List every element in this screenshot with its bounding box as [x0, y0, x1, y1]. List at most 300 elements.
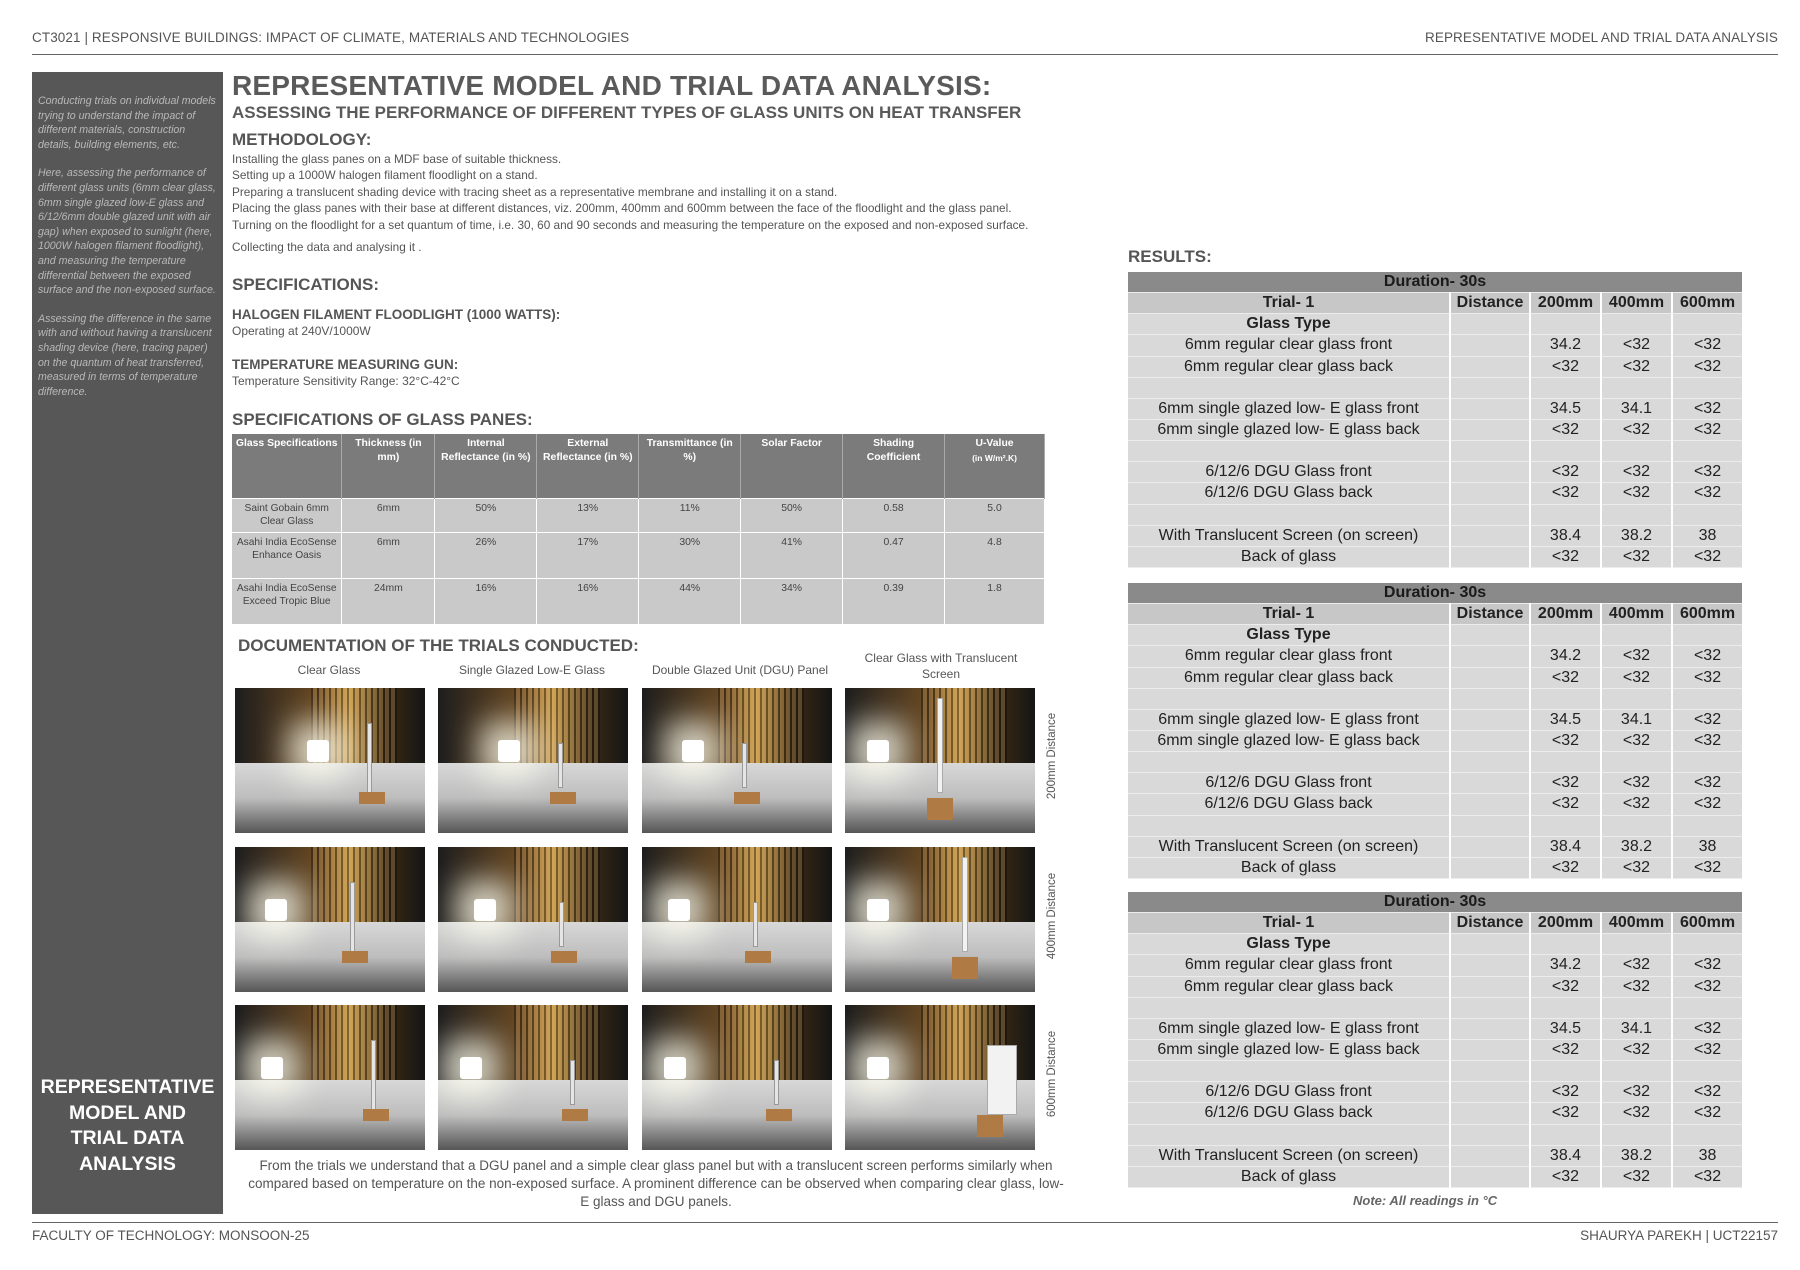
result-row [1128, 794, 1743, 815]
value-600-cell: 38 [1672, 1145, 1743, 1166]
table-header-row [232, 434, 1045, 498]
value-200-cell: 34.2 [1530, 335, 1601, 356]
value-600-cell: <32 [1672, 709, 1743, 730]
result-row [1128, 646, 1743, 667]
value-400-cell: <32 [1601, 356, 1672, 377]
photo-backdrop-stripes [718, 688, 804, 775]
column-caption: Single Glazed Low-E Glass [458, 663, 606, 677]
duration-row [1128, 272, 1743, 293]
spacer-cell [1672, 997, 1743, 1018]
sidebar-notes [38, 94, 218, 413]
duration-label: Duration- 30s [1128, 892, 1743, 913]
sidebar-title-line: TRIAL DATA [70, 1127, 185, 1149]
floodlight-glow [668, 899, 690, 921]
distance-200-header: 200mm [1530, 293, 1601, 314]
spacer-row [1128, 688, 1743, 709]
value-400-cell: <32 [1601, 546, 1672, 567]
distance-cell [1450, 504, 1530, 525]
glass-pane [753, 902, 758, 947]
photo-tabletop [845, 922, 1035, 992]
spacer-cell [1601, 504, 1672, 525]
value-600-cell: <32 [1672, 955, 1743, 976]
spacer-cell [1672, 815, 1743, 836]
header-page-title: REPRESENTATIVE MODEL AND TRIAL DATA ANALYSIS [1425, 30, 1778, 45]
glass-pane [367, 723, 372, 793]
spacer-cell [1672, 1124, 1743, 1145]
table-cell: 41% [741, 532, 843, 578]
methodology-heading: METHODOLOGY: [232, 130, 372, 149]
result-row [1128, 667, 1743, 688]
conclusion-text: From the trials we understand that a DGU panel and a simple clear glass panel but with a translucent screen performs similarly when compared based on temperature on the non-exposed surface. A prominent difference can be observed when comparing clear glass, low-E glass and DGU panels. [248, 1158, 1064, 1209]
result-row [1128, 419, 1743, 440]
distance-cell [1450, 483, 1530, 504]
value-cell [1672, 314, 1743, 335]
distance-cell [1450, 398, 1530, 419]
methodology-step: Preparing a translucent shading device with tracing sheet as a representative membrane and installing it on a stand. [232, 184, 838, 199]
distance-cell [1450, 752, 1530, 773]
column-header: Solar Factor [741, 434, 843, 498]
results-note: Note: All readings in °C [1353, 1193, 1498, 1208]
value-200-cell: <32 [1530, 462, 1601, 483]
spacer-cell [1128, 752, 1450, 773]
value-600-cell: <32 [1672, 398, 1743, 419]
value-cell [1530, 314, 1601, 335]
result-row [1128, 1039, 1743, 1060]
spacer-cell [1672, 504, 1743, 525]
result-row [1128, 730, 1743, 751]
translucent-screen [962, 857, 968, 952]
distance-cell [1450, 546, 1530, 567]
table-cell: 50% [741, 498, 843, 532]
spacer-row [1128, 377, 1743, 398]
distance-header: Distance [1450, 293, 1530, 314]
result-row [1128, 1018, 1743, 1039]
table-cell: 44% [639, 578, 741, 624]
value-600-cell: <32 [1672, 1018, 1743, 1039]
table-cell: 13% [537, 498, 639, 532]
value-600-cell: <32 [1672, 730, 1743, 751]
photo-backdrop-stripes [514, 688, 600, 775]
duration-row [1128, 583, 1743, 604]
spacer-cell [1128, 504, 1450, 525]
value-600-cell: <32 [1672, 976, 1743, 997]
value-600-cell: <32 [1672, 667, 1743, 688]
glass-type-cell: Back of glass [1128, 546, 1450, 567]
glass-base [562, 1109, 588, 1121]
glass-base [766, 1109, 792, 1121]
spacer-cell [1530, 997, 1601, 1018]
trial-photo [438, 1005, 628, 1150]
table-cell: 0.39 [843, 578, 945, 624]
distance-cell [1450, 419, 1530, 440]
table-row [232, 532, 1045, 578]
value-400-cell: 34.1 [1601, 398, 1672, 419]
results-heading: RESULTS: [1128, 247, 1212, 266]
results-table [1128, 272, 1744, 568]
table-cell: 0.47 [843, 532, 945, 578]
glass-type-cell: 6mm single glazed low- E glass back [1128, 730, 1450, 751]
glass-pane [774, 1060, 779, 1105]
row-label: 400mm Distance [1046, 872, 1058, 960]
value-600-cell: <32 [1672, 794, 1743, 815]
glass-panes-heading: SPECIFICATIONS OF GLASS PANES: [232, 410, 533, 429]
glass-pane [742, 743, 747, 788]
table-cell: 16% [537, 578, 639, 624]
glass-type-cell: 6/12/6 DGU Glass back [1128, 1103, 1450, 1124]
value-400-cell: <32 [1601, 335, 1672, 356]
spacer-row [1128, 815, 1743, 836]
results-header-row [1128, 913, 1743, 934]
spacer-row [1128, 1061, 1743, 1082]
distance-cell [1450, 934, 1530, 955]
glass-type-cell: 6/12/6 DGU Glass back [1128, 794, 1450, 815]
spacer-row [1128, 1124, 1743, 1145]
column-caption: Clear Glass [297, 663, 361, 677]
spec-gun-value: Temperature Sensitivity Range: 32°C-42°C [232, 374, 460, 388]
sidebar [32, 72, 223, 1214]
value-400-cell: <32 [1601, 483, 1672, 504]
glass-pane [559, 902, 564, 947]
distance-cell [1450, 730, 1530, 751]
distance-cell [1450, 314, 1530, 335]
trial-photo [845, 688, 1035, 833]
translucent-screen [937, 698, 943, 793]
distance-cell [1450, 997, 1530, 1018]
floodlight-glow [307, 740, 329, 762]
value-cell [1672, 625, 1743, 646]
value-200-cell: 38.4 [1530, 1145, 1601, 1166]
glass-type-cell: 6mm regular clear glass back [1128, 976, 1450, 997]
glass-base [745, 951, 771, 963]
distance-cell [1450, 815, 1530, 836]
distance-cell [1450, 356, 1530, 377]
value-600-cell: 38 [1672, 836, 1743, 857]
table-cell: 6mm [342, 532, 435, 578]
floodlight-glow [867, 1057, 889, 1079]
methodology-step: Collecting the data and analysing it . [232, 240, 422, 254]
spacer-cell [1601, 752, 1672, 773]
table-cell: 26% [435, 532, 537, 578]
value-600-cell: <32 [1672, 646, 1743, 667]
spacer-cell [1530, 1124, 1601, 1145]
photo-backdrop-stripes [718, 1005, 804, 1092]
value-200-cell: <32 [1530, 857, 1601, 878]
photo-tabletop [438, 1080, 628, 1150]
floodlight-glow [867, 740, 889, 762]
result-row [1128, 976, 1743, 997]
distance-cell [1450, 462, 1530, 483]
distance-cell [1450, 1061, 1530, 1082]
table-row [232, 578, 1045, 624]
distance-400-header: 400mm [1601, 913, 1672, 934]
value-200-cell: <32 [1530, 419, 1601, 440]
value-400-cell: <32 [1601, 462, 1672, 483]
spacer-cell [1128, 441, 1450, 462]
glass-type-cell: 6mm regular clear glass front [1128, 335, 1450, 356]
value-600-cell: <32 [1672, 462, 1743, 483]
photo-tabletop [642, 1080, 832, 1150]
value-400-cell: <32 [1601, 976, 1672, 997]
glass-base [359, 792, 385, 804]
methodology-step: Placing the glass panes with their base at different distances, viz. 200mm, 400mm and 600mm between the face of the floodlight and the glass panel. [232, 201, 1012, 216]
distance-cell [1450, 335, 1530, 356]
glass-type-cell: With Translucent Screen (on screen) [1128, 1145, 1450, 1166]
value-400-cell: 34.1 [1601, 709, 1672, 730]
column-caption: Double Glazed Unit (DGU) Panel [651, 663, 829, 677]
sidebar-note-1: Conducting trials on individual models trying to understand the impact of different materials, construction details, building elements, etc. [38, 95, 216, 151]
header-rule [32, 54, 1778, 55]
value-400-cell: <32 [1601, 730, 1672, 751]
glass-type-cell: With Translucent Screen (on screen) [1128, 525, 1450, 546]
column-header: Glass Specifications [232, 434, 342, 498]
distance-cell [1450, 955, 1530, 976]
spacer-cell [1601, 997, 1672, 1018]
value-cell [1530, 625, 1601, 646]
distance-cell [1450, 1166, 1530, 1187]
value-200-cell: <32 [1530, 1039, 1601, 1060]
value-400-cell: 38.2 [1601, 1145, 1672, 1166]
specifications-heading: SPECIFICATIONS: [232, 275, 380, 294]
spacer-cell [1128, 1124, 1450, 1145]
page-subtitle: ASSESSING THE PERFORMANCE OF DIFFERENT TYPES OF GLASS UNITS ON HEAT TRANSFER [232, 103, 1022, 122]
value-600-cell: <32 [1672, 857, 1743, 878]
table-cell: 34% [741, 578, 843, 624]
spacer-cell [1601, 441, 1672, 462]
trial-photo [642, 688, 832, 833]
glass-type-row [1128, 314, 1743, 335]
value-600-cell: <32 [1672, 1166, 1743, 1187]
trial-photo [845, 847, 1035, 992]
photo-backdrop-stripes [311, 1005, 397, 1092]
distance-cell [1450, 1103, 1530, 1124]
glass-type-row [1128, 625, 1743, 646]
glass-base [927, 798, 953, 820]
spacer-cell [1530, 504, 1601, 525]
result-row [1128, 398, 1743, 419]
value-200-cell: <32 [1530, 794, 1601, 815]
table-cell: 17% [537, 532, 639, 578]
glass-type-cell: 6mm single glazed low- E glass back [1128, 419, 1450, 440]
value-200-cell: <32 [1530, 667, 1601, 688]
spacer-cell [1601, 815, 1672, 836]
photo-tabletop [438, 763, 628, 833]
distance-cell [1450, 794, 1530, 815]
photo-backdrop-stripes [514, 847, 600, 934]
result-row [1128, 773, 1743, 794]
value-cell [1601, 625, 1672, 646]
result-row [1128, 709, 1743, 730]
table-cell: Asahi India EcoSense Enhance Oasis [232, 532, 342, 578]
glass-type-cell: 6mm single glazed low- E glass back [1128, 1039, 1450, 1060]
spacer-cell [1672, 752, 1743, 773]
value-cell [1672, 934, 1743, 955]
value-200-cell: <32 [1530, 1103, 1601, 1124]
results-header-row [1128, 604, 1743, 625]
table-row [232, 498, 1045, 532]
value-600-cell: <32 [1672, 419, 1743, 440]
distance-200-header: 200mm [1530, 913, 1601, 934]
glass-type-label: Glass Type [1128, 625, 1450, 646]
spacer-row [1128, 997, 1743, 1018]
distance-cell [1450, 667, 1530, 688]
glass-type-cell: 6/12/6 DGU Glass back [1128, 483, 1450, 504]
sidebar-title-line: MODEL AND [69, 1101, 186, 1124]
header-course-title: CT3021 | RESPONSIVE BUILDINGS: IMPACT OF CLIMATE, MATERIALS AND TECHNOLOGIES [32, 30, 630, 45]
spacer-cell [1128, 688, 1450, 709]
methodology-step: Setting up a 1000W halogen filament floodlight on a stand. [232, 168, 538, 183]
column-header: Transmittance (in %) [639, 434, 741, 498]
distance-cell [1450, 1145, 1530, 1166]
glass-pane [371, 1040, 376, 1110]
distance-header: Distance [1450, 913, 1530, 934]
result-row [1128, 955, 1743, 976]
glass-base [551, 951, 577, 963]
documentation-heading: DOCUMENTATION OF THE TRIALS CONDUCTED: [238, 636, 639, 655]
floodlight-glow [682, 740, 704, 762]
result-row [1128, 1103, 1743, 1124]
value-cell [1601, 314, 1672, 335]
row-label: 200mm Distance [1046, 712, 1058, 800]
glass-type-row [1128, 934, 1743, 955]
result-row [1128, 525, 1743, 546]
floodlight-glow [265, 899, 287, 921]
value-400-cell: <32 [1601, 667, 1672, 688]
uvalue-header-label: U-Value [975, 438, 1014, 449]
trial-photo [438, 688, 628, 833]
glass-type-cell: 6/12/6 DGU Glass front [1128, 1082, 1450, 1103]
sidebar-note-2: Here, assessing the performance of different glass units (6mm clear glass, 6mm single glazed low-E glass and 6/12/6mm double glazed unit with air gap) when exposed to sunlight (here, 1000W halogen filament floodlight), and measuring the temperature differential between the exposed surface and the non-exposed surface. [38, 167, 216, 297]
value-400-cell: 38.2 [1601, 836, 1672, 857]
spacer-row [1128, 441, 1743, 462]
glass-pane [350, 882, 355, 952]
value-600-cell: <32 [1672, 335, 1743, 356]
trial-photo [235, 847, 425, 992]
table-cell: 0.58 [843, 498, 945, 532]
distance-400-header: 400mm [1601, 293, 1672, 314]
value-600-cell: <32 [1672, 1082, 1743, 1103]
glass-type-cell: 6mm regular clear glass back [1128, 667, 1450, 688]
value-200-cell: <32 [1530, 773, 1601, 794]
glass-type-label: Glass Type [1128, 314, 1450, 335]
glass-type-cell: 6/12/6 DGU Glass front [1128, 462, 1450, 483]
floodlight-glow [474, 899, 496, 921]
photo-tabletop [235, 763, 425, 833]
table-cell: 6mm [342, 498, 435, 532]
distance-cell [1450, 1082, 1530, 1103]
value-200-cell: 34.2 [1530, 955, 1601, 976]
trial-photo [845, 1005, 1035, 1150]
value-400-cell: <32 [1601, 1103, 1672, 1124]
photo-tabletop [235, 1080, 425, 1150]
spacer-cell [1601, 1061, 1672, 1082]
result-row [1128, 836, 1743, 857]
spec-gun-label: TEMPERATURE MEASURING GUN: [232, 357, 459, 372]
spacer-cell [1672, 688, 1743, 709]
value-600-cell: <32 [1672, 1103, 1743, 1124]
photo-backdrop-stripes [718, 847, 804, 934]
glass-type-cell: 6mm regular clear glass front [1128, 955, 1450, 976]
distance-cell [1450, 525, 1530, 546]
value-400-cell: <32 [1601, 955, 1672, 976]
methodology-list [232, 151, 1028, 233]
value-200-cell: <32 [1530, 483, 1601, 504]
column-header: External Reflectance (in %) [537, 434, 639, 498]
sidebar-title [32, 1075, 223, 1177]
table-cell: 16% [435, 578, 537, 624]
distance-cell [1450, 625, 1530, 646]
photo-tabletop [235, 922, 425, 992]
results-table [1128, 583, 1744, 879]
table-cell: 50% [435, 498, 537, 532]
spec-temperature-gun [232, 356, 460, 390]
trial-label: Trial- 1 [1128, 913, 1450, 934]
glass-type-cell: 6mm regular clear glass front [1128, 646, 1450, 667]
distance-header: Distance [1450, 604, 1530, 625]
value-200-cell: <32 [1530, 546, 1601, 567]
trial-label: Trial- 1 [1128, 604, 1450, 625]
table-cell: 1.8 [945, 578, 1045, 624]
table-cell: 4.8 [945, 532, 1045, 578]
footer-rule [32, 1222, 1778, 1223]
spacer-cell [1530, 1061, 1601, 1082]
table-cell: 11% [639, 498, 741, 532]
footer-faculty: FACULTY OF TECHNOLOGY: MONSOON-25 [32, 1228, 310, 1243]
glass-base [977, 1115, 1003, 1137]
spacer-cell [1530, 815, 1601, 836]
result-row [1128, 483, 1743, 504]
value-400-cell: <32 [1601, 773, 1672, 794]
spec-floodlight-value: Operating at 240V/1000W [232, 324, 371, 338]
distance-cell [1450, 836, 1530, 857]
glass-pane [570, 1060, 575, 1105]
floodlight-glow [664, 1057, 686, 1079]
distance-600-header: 600mm [1672, 913, 1743, 934]
spacer-cell [1128, 1061, 1450, 1082]
distance-cell [1450, 773, 1530, 794]
duration-label: Duration- 30s [1128, 272, 1743, 293]
value-400-cell: 34.1 [1601, 1018, 1672, 1039]
distance-cell [1450, 1124, 1530, 1145]
trial-photo [235, 688, 425, 833]
glass-type-cell: 6mm regular clear glass back [1128, 356, 1450, 377]
value-400-cell: <32 [1601, 794, 1672, 815]
photo-backdrop-stripes [921, 688, 1007, 775]
floodlight-glow [498, 740, 520, 762]
result-row [1128, 1145, 1743, 1166]
sidebar-title-line: ANALYSIS [79, 1152, 176, 1175]
distance-cell [1450, 1018, 1530, 1039]
distance-cell [1450, 441, 1530, 462]
spacer-cell [1128, 815, 1450, 836]
value-600-cell: <32 [1672, 483, 1743, 504]
floodlight-glow [261, 1057, 283, 1079]
column-header [945, 434, 1045, 498]
floodlight-glow [460, 1057, 482, 1079]
result-row [1128, 462, 1743, 483]
result-row [1128, 1082, 1743, 1103]
glass-type-cell: 6mm single glazed low- E glass front [1128, 398, 1450, 419]
duration-label: Duration- 30s [1128, 583, 1743, 604]
spec-floodlight [232, 306, 560, 340]
distance-cell [1450, 857, 1530, 878]
distance-400-header: 400mm [1601, 604, 1672, 625]
spacer-cell [1128, 997, 1450, 1018]
value-200-cell: <32 [1530, 1082, 1601, 1103]
value-400-cell: <32 [1601, 646, 1672, 667]
spacer-cell [1601, 688, 1672, 709]
distance-cell [1450, 709, 1530, 730]
value-400-cell: <32 [1601, 1082, 1672, 1103]
